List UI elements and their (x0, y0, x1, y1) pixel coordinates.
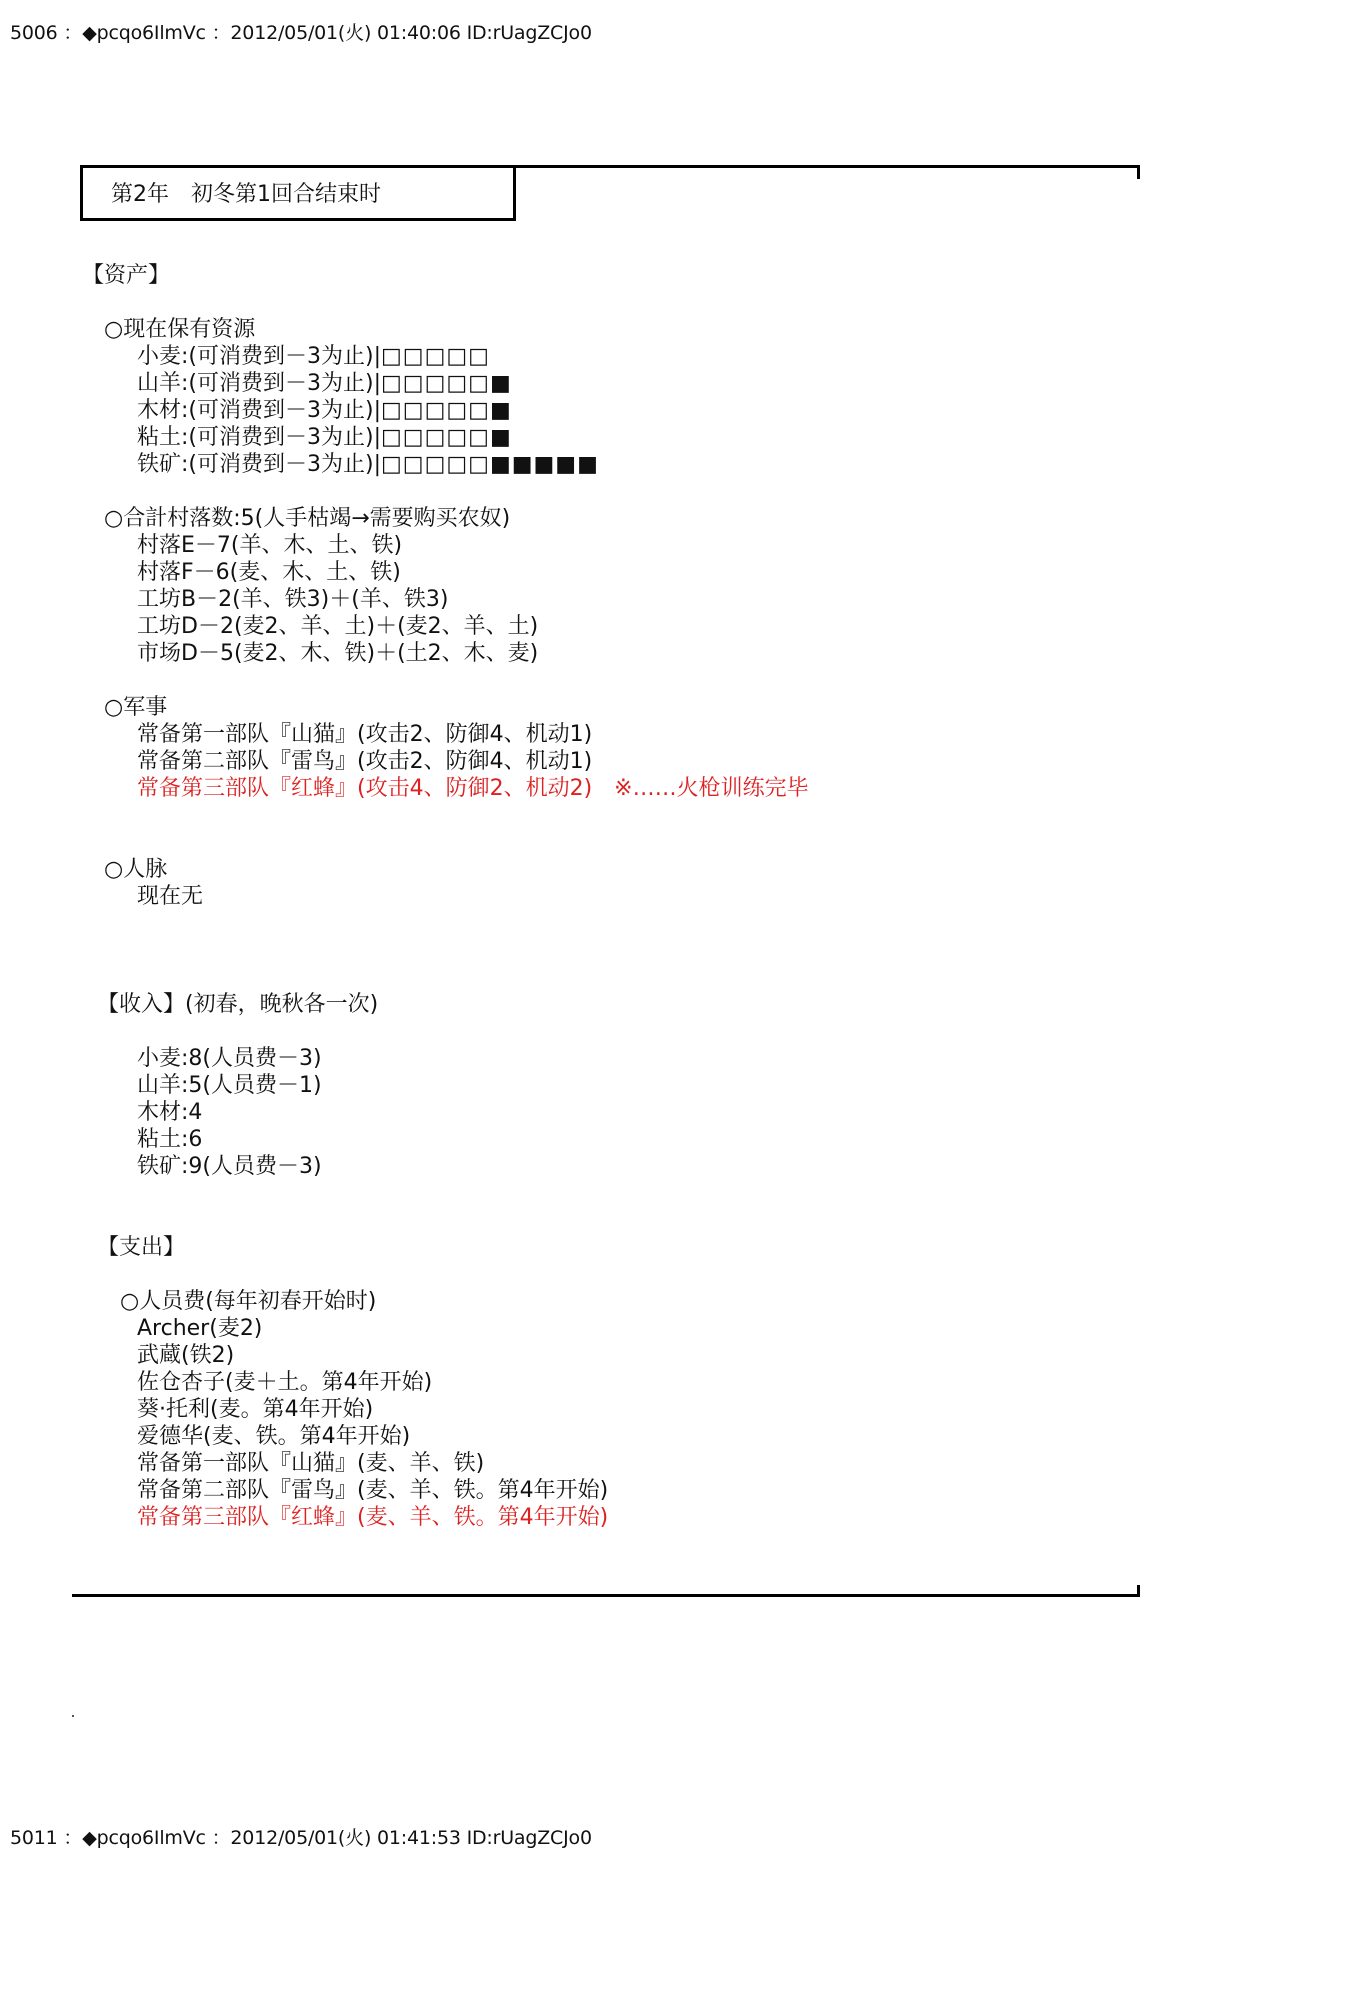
village-item: 村落E－7(羊、木、土、铁) (137, 533, 403, 558)
resource-filled-boxes: ■■■■■ (489, 452, 599, 477)
frame-left-tick (80, 165, 83, 221)
military-unit: 常备第二部队『雷鸟』(攻击2、防御4、机动1) (137, 749, 593, 774)
military-heading: ○军事 (104, 695, 168, 720)
village-item: 村落F－6(麦、木、土、铁) (137, 560, 401, 585)
frame-right-tick (1137, 165, 1140, 179)
resource-row (137, 424, 512, 451)
diamond-icon: ◆ (82, 1827, 97, 1849)
resource-label: 小麦:(可消费到－3为止)| (137, 344, 381, 369)
income-item: 山羊:5(人员费－1) (137, 1073, 322, 1098)
resource-row (137, 370, 512, 397)
staff-item-highlight: 常备第三部队『红蜂』(麦、羊、铁。第4年开始) (137, 1505, 609, 1530)
resource-empty-boxes: □□□□□ (381, 452, 490, 477)
separator: ： (63, 1827, 83, 1849)
post-number: 5006 (10, 22, 58, 44)
post-id: ID:rUagZCJo0 (466, 1827, 592, 1849)
military-unit: 常备第一部队『山猫』(攻击2、防御4、机动1) (137, 722, 593, 747)
resource-empty-boxes: □□□□□ (381, 425, 490, 450)
page-title: 第2年 初冬第1回合结束时 (111, 182, 381, 207)
post-date: 2012/05/01(火) 01:40:06 (230, 22, 461, 44)
expenses-heading: 【支出】 (97, 1235, 186, 1260)
resource-empty-boxes: □□□□□ (381, 371, 490, 396)
separator: ： (63, 22, 83, 44)
staff-heading: ○人员费(每年初春开始时) (120, 1289, 377, 1314)
separator: ： (211, 22, 231, 44)
village-item: 工坊B－2(羊、铁3)＋(羊、铁3) (137, 587, 449, 612)
village-item: 市场D－5(麦2、木、铁)＋(土2、木、麦) (137, 641, 539, 666)
resource-row (137, 451, 599, 478)
stray-dot (72, 1715, 74, 1717)
villages-heading: ○合計村落数:5(人手枯竭→需要购买农奴) (104, 506, 511, 531)
separator: ： (211, 1827, 231, 1849)
income-item: 小麦:8(人员费－3) (137, 1046, 322, 1071)
resource-empty-boxes: □□□□□ (381, 398, 490, 423)
title-underline (80, 218, 516, 221)
resource-label: 木材:(可消费到－3为止)| (137, 398, 381, 423)
income-item: 木材:4 (137, 1100, 203, 1125)
military-unit-highlight: 常备第三部队『红蜂』(攻击4、防御2、机动2) ※……火枪训练完毕 (137, 776, 809, 801)
frame-bottom-right-tick (1137, 1585, 1140, 1597)
frame-top-line (80, 165, 1140, 168)
frame-bottom-line (72, 1594, 1140, 1597)
staff-item: 常备第二部队『雷鸟』(麦、羊、铁。第4年开始) (137, 1478, 609, 1503)
resource-filled-boxes: ■ (489, 371, 512, 396)
frame-mid-tick (513, 165, 516, 221)
resource-filled-boxes: ■ (489, 398, 512, 423)
connections-value: 现在无 (137, 884, 204, 909)
resource-label: 粘土:(可消费到－3为止)| (137, 425, 381, 450)
trip-code: pcqo6IlmVc (96, 1827, 206, 1849)
post-number: 5011 (10, 1827, 58, 1849)
staff-item: 爱德华(麦、铁。第4年开始) (137, 1424, 411, 1449)
resource-label: 山羊:(可消费到－3为止)| (137, 371, 381, 396)
resource-row (137, 397, 512, 424)
resource-label: 铁矿:(可消费到－3为止)| (137, 452, 381, 477)
resource-filled-boxes: ■ (489, 425, 512, 450)
income-item: 铁矿:9(人员费－3) (137, 1154, 322, 1179)
resource-empty-boxes: □□□□□ (381, 344, 490, 369)
staff-item: 常备第一部队『山猫』(麦、羊、铁) (137, 1451, 485, 1476)
post-id: ID:rUagZCJo0 (466, 22, 592, 44)
post-header (10, 21, 592, 45)
income-item: 粘土:6 (137, 1127, 203, 1152)
resource-row (137, 343, 490, 370)
assets-heading: 【资产】 (82, 263, 171, 288)
post-header (10, 1826, 592, 1850)
diamond-icon: ◆ (82, 22, 97, 44)
income-heading: 【收入】(初春，晚秋各一次) (97, 992, 379, 1017)
post-date: 2012/05/01(火) 01:41:53 (230, 1827, 461, 1849)
staff-item: 武蔵(铁2) (137, 1343, 235, 1368)
connections-heading: ○人脉 (104, 857, 168, 882)
staff-item: Archer(麦2) (137, 1316, 263, 1341)
staff-item: 佐仓杏子(麦＋土。第4年开始) (137, 1370, 433, 1395)
trip-code: pcqo6IlmVc (96, 22, 206, 44)
staff-item: 葵·托利(麦。第4年开始) (137, 1397, 374, 1422)
resources-heading: ○现在保有资源 (104, 317, 256, 342)
village-item: 工坊D－2(麦2、羊、土)＋(麦2、羊、土) (137, 614, 539, 639)
